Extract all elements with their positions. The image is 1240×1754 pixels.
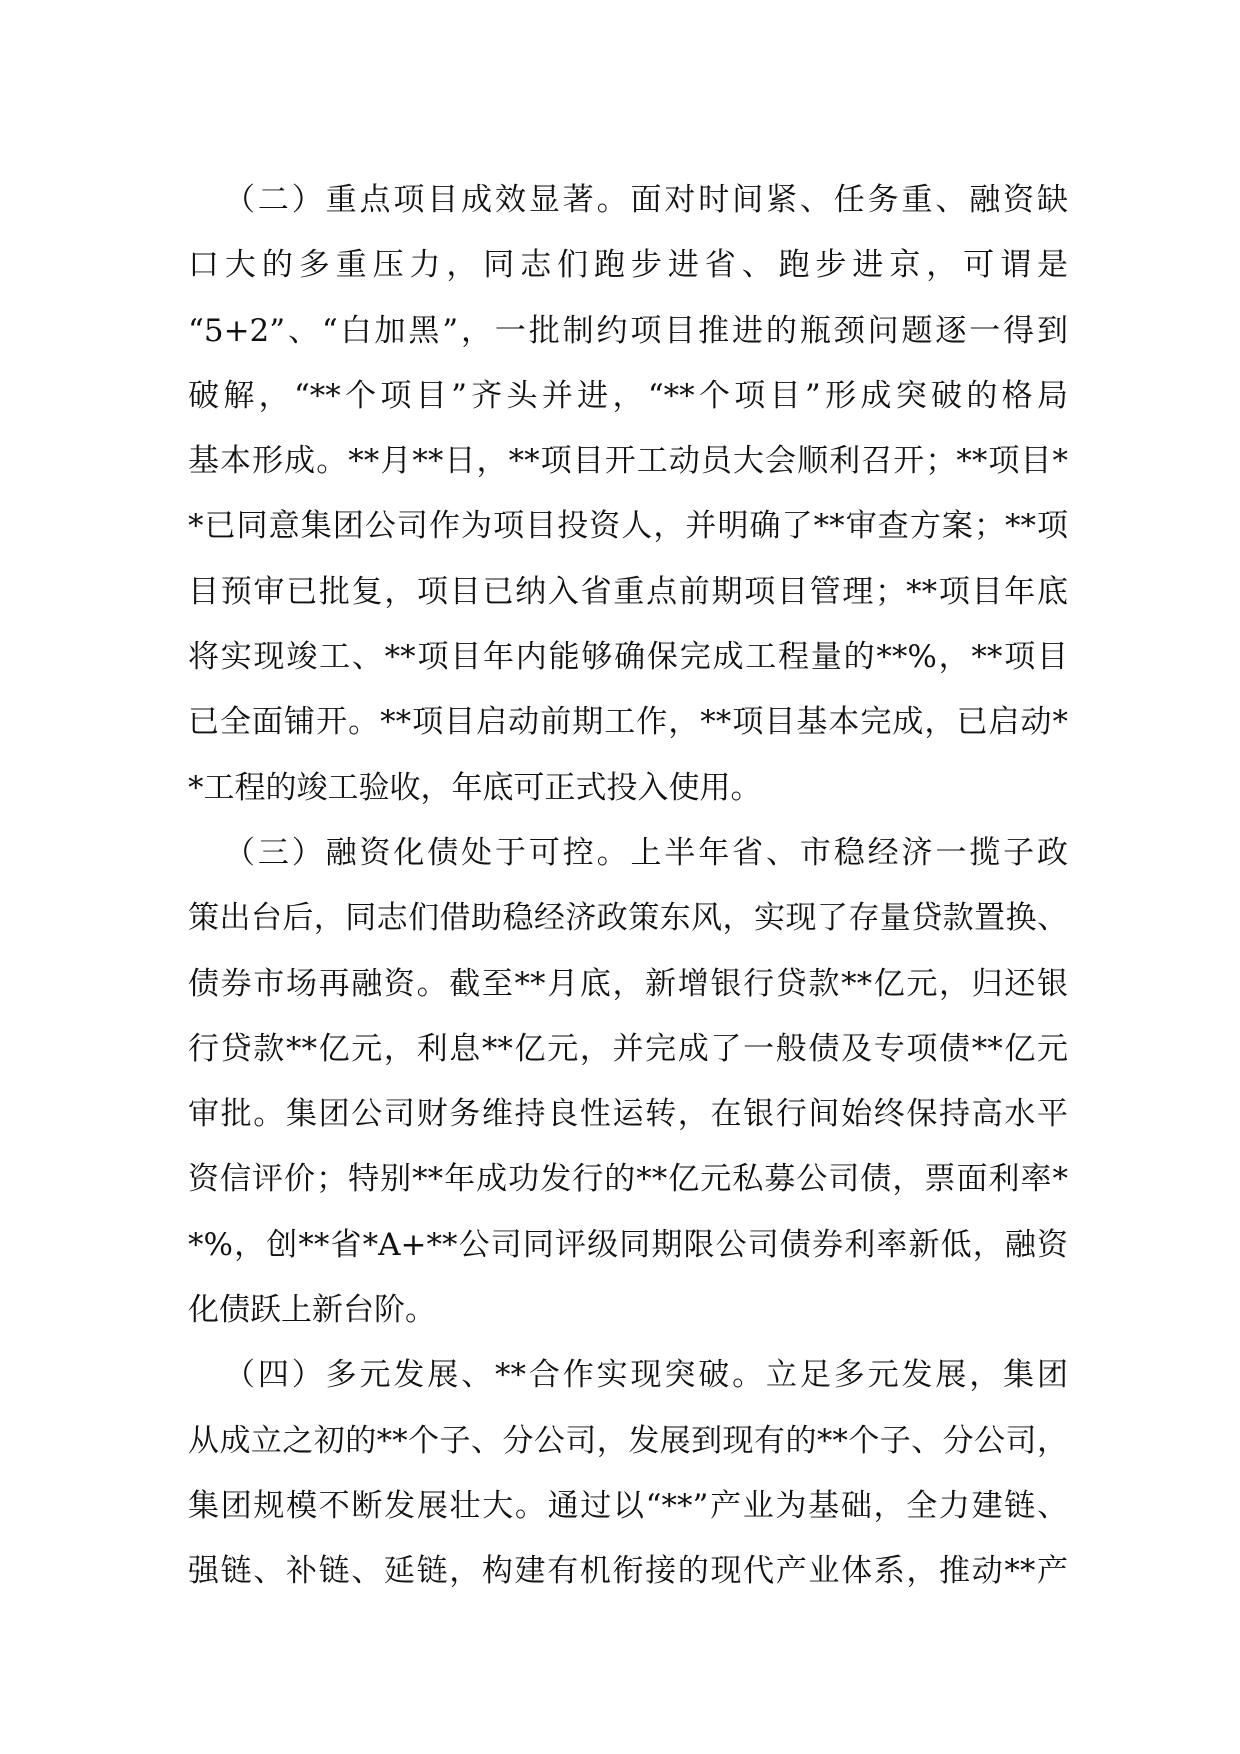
text-line: 已全面铺开。**项目启动前期工作，**项目基本完成，已启动*: [188, 704, 1068, 741]
text-line: 强链、补链、延链，构建有机衔接的现代产业体系，推动**产: [188, 1553, 1068, 1590]
document-body: [188, 168, 1068, 1605]
text-line: 破解，“**个项目”齐头并进，“**个项目”形成突破的格局: [188, 377, 1068, 414]
text-line: 将实现竣工、**项目年内能够确保完成工程量的**%，**项目: [188, 639, 1068, 676]
text-line: 审批。集团公司财务维持良性运转，在银行间始终保持高水平: [188, 1096, 1068, 1133]
text-line: 口大的多重压力，同志们跑步进省、跑步进京，可谓是: [188, 247, 1068, 284]
text-line: 化债跃上新台阶。: [188, 1292, 436, 1329]
paragraph-4-heading-line: （四）多元发展、**合作实现突破。立足多元发展，集团: [224, 1357, 1068, 1394]
text-line: 策出台后，同志们借助稳经济政策东风，实现了存量贷款置换、: [188, 900, 1068, 937]
text-line: *%，创**省*A+**公司同评级同期限公司债券利率新低，融资: [188, 1226, 1068, 1263]
text-line: 行贷款**亿元，利息**亿元，并完成了一般债及专项债**亿元: [188, 1030, 1068, 1067]
text-line: 基本形成。**月**日，**项目开工动员大会顺利召开；**项目*: [188, 443, 1068, 480]
text-line: 集团规模不断发展壮大。通过以“**”产业为基础，全力建链、: [188, 1487, 1068, 1524]
text-line: 从成立之初的**个子、分公司，发展到现有的**个子、分公司，: [188, 1422, 1068, 1459]
text-line: 资信评价；特别**年成功发行的**亿元私募公司债，票面利率*: [188, 1161, 1068, 1198]
text-line: 目预审已批复，项目已纳入省重点前期项目管理；**项目年底: [188, 573, 1068, 610]
text-line: *工程的竣工验收，年底可正式投入使用。: [188, 769, 762, 806]
paragraph-3-heading-line: （三）融资化债处于可控。上半年省、市稳经济一揽子政: [224, 834, 1068, 871]
text-line: 债券市场再融资。截至**月底，新增银行贷款**亿元，归还银: [188, 965, 1068, 1002]
text-line: *已同意集团公司作为项目投资人，并明确了**审查方案；**项: [188, 508, 1068, 545]
text-line: “5+2”、“白加黑”，一批制约项目推进的瓶颈问题逐一得到: [188, 312, 1068, 349]
paragraph-2-heading-line: （二）重点项目成效显著。面对时间紧、任务重、融资缺: [224, 182, 1068, 218]
